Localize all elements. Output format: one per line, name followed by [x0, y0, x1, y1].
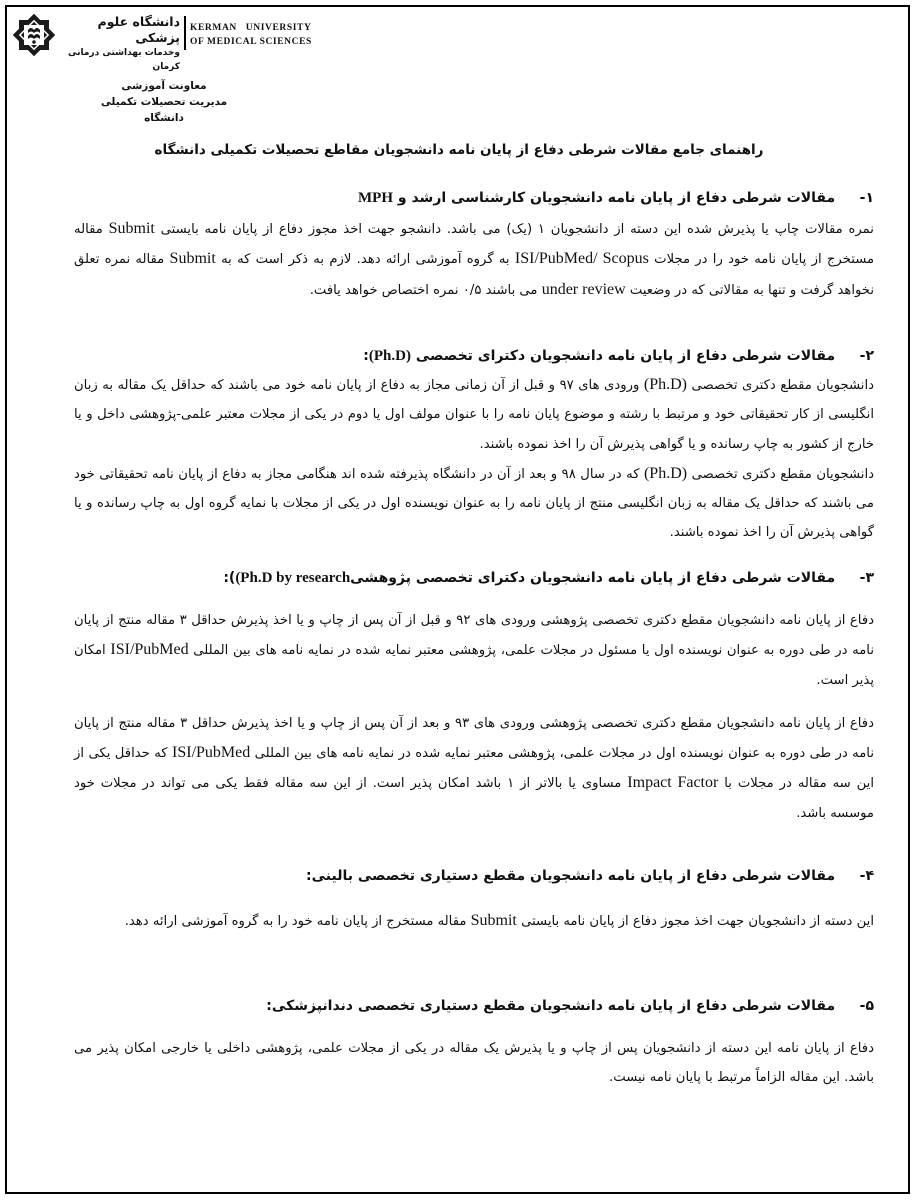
section-heading-latin: (Ph.D by research	[235, 570, 351, 586]
section-number: ۱-	[859, 190, 874, 206]
section-heading	[74, 994, 874, 1018]
university-name-en	[190, 21, 312, 49]
latin-term: ISI/PubMed	[110, 641, 189, 659]
latin-term: under review	[541, 280, 626, 298]
section-paragraph	[74, 1034, 874, 1093]
paragraph-text: امکان پذیر است.	[74, 643, 874, 688]
paragraph-text: به گروه آموزشی ارائه دهد. لازم به ذکر است که به	[221, 252, 510, 268]
heading-punct: :	[306, 868, 312, 884]
section-1	[74, 186, 874, 305]
latin-term: ISI/PubMed/ Scopus	[514, 250, 649, 268]
paragraph-text: دفاع از پایان نامه دانشجویان مقطع دکتری تخصصی پژوهشی ورودی های ۹۳ و بعد از آن پس از چاپ و یا اخذ پذیرش حداقل ۳ مقاله منتج از پایان نامه در طی دوره به عنوان نویسنده اول در مجلات علمی، پژوهشی معتبر نمایه شده در نمایه نامه های بین المللی	[74, 715, 874, 762]
paragraph-text: می باشند ۰/۵ نمره اختصاص خواهد یافت.	[309, 282, 538, 298]
heading-punct: ):	[223, 570, 236, 586]
university-en-line1: KERMAN UNIVERSITY	[190, 23, 312, 33]
latin-term: (Ph.D)	[643, 464, 688, 482]
section-paragraph	[74, 606, 874, 695]
section-heading	[74, 864, 874, 888]
section-5	[74, 994, 874, 1093]
university-name-fa	[62, 14, 180, 74]
section-heading-text: مقالات شرطی دفاع از پایان نامه دانشجویان دکترای تخصصی	[415, 348, 836, 364]
section-number: ۳-	[859, 570, 874, 586]
services-fa-line: وخدمات بهداشتی درمانی کرمان	[67, 48, 180, 72]
document-title: راهنمای جامع مقالات شرطی دفاع از پایان نامه دانشجویان مقاطع تحصیلات تکمیلی دانشگاه	[154, 142, 764, 158]
latin-term: Submit	[169, 250, 216, 268]
paragraph-text: ورودی های ۹۷ و قبل از آن زمانی مجاز به دفاع از پایان نامه خود می باشند که حداقل یک مقاله به زبان انگلیسی از کار تحقیقاتی خود و مرتبط با رشته و موضوع پایان نامه را با عنوان مولف اول یا دوم در یکی از مجلات معتبر علمی-پژوهشی داخل و یا خارج از کشور به چاپ رسانده و یا گواهی پذیرش آن را اخذ نموده باشند.	[74, 378, 874, 452]
section-number: ۵-	[859, 998, 874, 1014]
section-paragraph	[74, 459, 874, 548]
paragraph-text: که در سال ۹۸ و بعد از آن در دانشگاه پذیرفته شده اند هنگامی مجاز به دفاع از پایان نامه تحقیقاتی خود می باشند که حداقل یک مقاله به زبان انگلیسی منتج از پایان نامه را به عنوان نویسنده اول در یکی از مجلات با نمایه گروه اول به چاپ رسانده و یا گواهی پذیرش آن را اخذ نموده باشند.	[74, 466, 874, 541]
paragraph-text: دفاع از پایان نامه این دسته از دانشجویان پس از چاپ و یا پذیرش یک مقاله در یکی از مجلات علمی، پژوهشی داخلی یا خارجی امکان پذیر می باشد. این مقاله الزاماً مرتبط با پایان نامه نیست.	[74, 1041, 874, 1086]
paragraph-text: نمره مقالات چاپ یا پذیرش شده این دسته از دانشجویان ۱ (یک) می باشد. دانشجو جهت اخذ مجوز دفاع از پایان نامه بایستی	[160, 222, 874, 237]
latin-term: Submit	[108, 220, 155, 237]
heading-punct: :	[266, 998, 272, 1014]
paragraph-text: مساوی یا بالاتر از ۱ باشد امکان پذیر است. از این سه مقاله فقط یکی می تواند در مجلات خود موسسه باشد.	[74, 776, 874, 821]
section-heading-text: مقالات شرطی دفاع از پایان نامه دانشجویان مقطع دستیاری تخصصی بالینی	[311, 868, 836, 884]
section-paragraph	[74, 214, 874, 305]
section-heading	[74, 566, 874, 590]
section-heading-latin: (Ph.D)	[368, 348, 411, 364]
university-fa-line: دانشگاه علوم پزشکی	[97, 14, 180, 45]
header-divider	[184, 16, 186, 50]
section-paragraph	[74, 709, 874, 828]
section-4	[74, 864, 874, 936]
paragraph-text: دانشجویان مقطع دکتری تخصصی	[691, 378, 875, 393]
section-number: ۲-	[859, 348, 874, 364]
latin-term: ISI/PubMed	[172, 744, 251, 762]
section-3	[74, 566, 874, 828]
paragraph-text: مقاله مستخرج از پایان نامه خود را به گروه آموزشی ارائه دهد.	[124, 914, 467, 929]
university-en-line2: OF MEDICAL SCIENCES	[190, 37, 312, 47]
section-heading-text: مقالات شرطی دفاع از پایان نامه دانشجویان کارشناسی ارشد و	[397, 190, 836, 206]
section-heading-text: مقالات شرطی دفاع از پایان نامه دانشجویان مقطع دستیاری تخصصی دندانپزشکی	[271, 998, 836, 1014]
paragraph-text: که حداقل یکی از این سه مقاله در مجلات با	[74, 746, 875, 792]
section-heading	[74, 344, 874, 368]
section-heading-latin: MPH	[358, 190, 394, 206]
section-2	[74, 344, 874, 548]
paragraph-text: دفاع از پایان نامه دانشجویان مقطع دکتری تخصصی پژوهشی ورودی های ۹۲ و قبل از آن پس از چاپ و یا اخذ پذیرش حداقل ۳ مقاله منتج از پایان نامه در طی دوره به عنوان نویسنده اول یا مسئول در مجلات علمی، پژوهشی معتبر نمایه شده در نمایه نامه های بین المللی	[74, 613, 874, 659]
paragraph-text: دانشجویان مقطع دکتری تخصصی	[691, 466, 874, 482]
section-heading-text: مقالات شرطی دفاع از پایان نامه دانشجویان دکترای تخصصی پژوهشی	[350, 570, 836, 586]
heading-punct: :	[363, 348, 369, 364]
dept-line1: معاونت آموزشی	[121, 80, 207, 92]
section-heading	[74, 186, 874, 210]
paragraph-text: این دسته از دانشجویان جهت اخذ مجوز دفاع از پایان نامه بایستی	[521, 914, 874, 929]
section-paragraph	[74, 906, 874, 936]
section-number: ۴-	[859, 868, 874, 884]
dept-line2: مدیریت تحصیلات تکمیلی دانشگاه	[100, 96, 228, 124]
latin-term: Submit	[470, 912, 517, 929]
paragraph-text: مقاله نمره تعلق نخواهد گرفت و تنها به مقالاتی که در وضعیت	[74, 252, 874, 298]
department	[84, 78, 244, 126]
latin-term: (Ph.D)	[643, 376, 687, 393]
latin-term: Impact Factor	[627, 774, 719, 792]
section-paragraph	[74, 370, 874, 459]
university-logo	[12, 13, 56, 57]
paragraph-text: مقاله مستخرج از پایان نامه خود را در مجلات	[74, 222, 875, 268]
